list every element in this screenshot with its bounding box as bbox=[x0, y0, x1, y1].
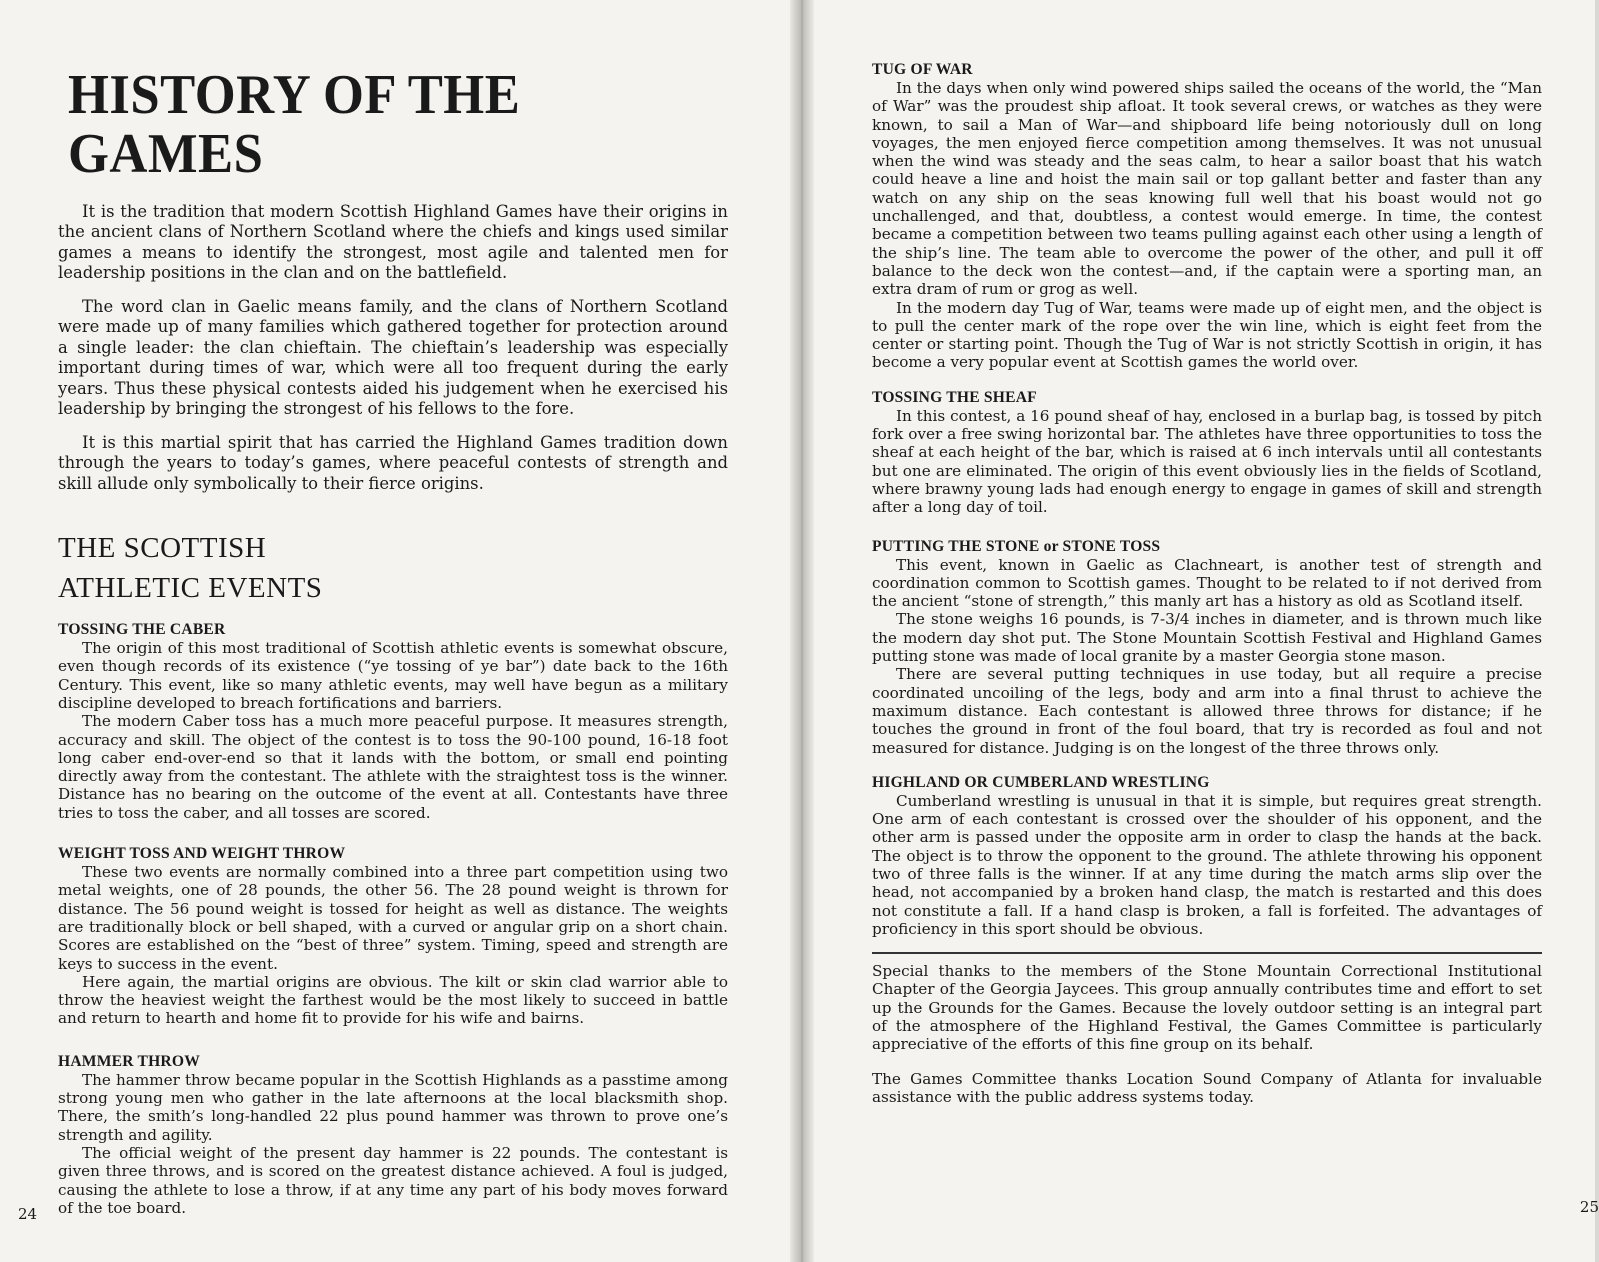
event-paragraph: The official weight of the present day hammer is 22 pounds. The contestant is given three throws, and is scored on the greatest distance achieved. A foul is judged, causing the athlete to lose a throw, if at any time any part of his body moves forward of the toe board. bbox=[58, 1143, 728, 1217]
event-heading: HAMMER THROW bbox=[58, 1052, 201, 1070]
event-paragraph: In the modern day Tug of War, teams were made up of eight men, and the object is to pull the center mark of the rope over the win line, which is eight feet from the center or starting point. Though the Tug of War is not strictly Scottish in origin, it has become a very popular event at Scottish games the world over. bbox=[872, 298, 1542, 372]
event-cumberland-wrestling bbox=[872, 773, 1542, 938]
event-tossing-the-sheaf bbox=[872, 388, 1542, 517]
event-heading: WEIGHT TOSS AND WEIGHT THROW bbox=[58, 845, 346, 863]
event-tug-of-war bbox=[872, 60, 1542, 372]
section-title-line: THE SCOTTISH bbox=[58, 532, 267, 565]
event-putting-the-stone bbox=[872, 537, 1542, 757]
event-heading: TOSSING THE SHEAF bbox=[872, 388, 1037, 406]
thanks-paragraph: Special thanks to the members of the Stone Mountain Correctional Institutional Chapter of the Georgia Jaycees. This group annually contributes time and effort to set up the Grounds for the Games. Because the lovely outdoor setting is an integral part of the atmosphere of the Highland Festival, the Games Committee is particularly appreciative of the efforts of this fine group on its behalf. bbox=[872, 962, 1542, 1054]
event-heading: PUTTING THE STONE or STONE TOSS bbox=[872, 537, 1161, 555]
event-paragraph: In the days when only wind powered ships sailed the oceans of the world, the “Man of War” was the proudest ship afloat. It took several crews, or watches as they were known, to sail a Man of War—and shipboard life being notoriously dull on long voyages, the men enjoyed fierce competition among themselves. It was not unusual when the wind was steady and the seas calm, to hear a sailor boast that his watch could heave a line and hoist the main sail or top gallant better and faster than any watch on any ship on the seas knowing full well that his boast would not go unchallenged, and that, doubtless, a contest would emerge. In time, the contest became a competition between two teams pulling against each other using a length of the ship’s line. The team able to overcome the power of the other, and pull it off balance to the deck won the contest—and, if the captain were a sporting man, an extra dram of rum or grog as well. bbox=[872, 79, 1542, 299]
event-tossing-the-caber bbox=[58, 620, 728, 822]
page-number: 24 bbox=[18, 1205, 38, 1223]
page-title: HISTORY OF THE GAMES bbox=[68, 64, 521, 185]
event-paragraph: There are several putting techniques in use today, but all require a precise coordinated uncoiling of the legs, body and arm into a final thrust to achieve the maximum distance. Each contestant is allowed three throws for distance; if he touches the ground in front of the foul board, that try is recorded as foul and not measured for distance. Judging is on the longest of the three throws only. bbox=[872, 665, 1542, 757]
thanks-paragraph: The Games Committee thanks Location Sound Company of Atlanta for invaluable assistance with the public address systems today. bbox=[872, 1069, 1542, 1106]
event-paragraph: These two events are normally combined into a three part competition using two metal weights, one of 28 pounds, the other 56. The 28 pound weight is thrown for distance. The 56 pound weight is tossed for height as well as distance. The weights are traditionally block or bell shaped, with a curved or angular grip on a short chain. Scores are established on the “best of three” system. Timing, speed and strength are keys to success in the event. bbox=[58, 863, 728, 973]
event-paragraph: This event, known in Gaelic as Clachneart, is another test of strength and coordination common to Scottish games. Thought to be related to if not derived from the ancient “stone of strength,” this manly art has a history as old as Scotland itself. bbox=[872, 555, 1542, 611]
intro-paragraph: It is this martial spirit that has carried the Highland Games tradition down through the years to today’s games, where peaceful contests of strength and skill allude only symbolically to their fierce origins. bbox=[58, 432, 728, 493]
event-heading: TUG OF WAR bbox=[872, 61, 973, 78]
section-title-line: ATHLETIC EVENTS bbox=[58, 572, 323, 605]
intro-paragraph: It is the tradition that modern Scottish Highland Games have their origins in the ancient clans of Northern Scotland where the chiefs and kings used similar games a means to identify the strongest, most agile and talented men for leadership positions in the clan and on the battlefield. bbox=[58, 201, 728, 283]
page-number: 25 bbox=[1579, 1198, 1599, 1216]
right-column bbox=[872, 60, 1542, 1122]
event-paragraph: The modern Caber toss has a much more peaceful purpose. It measures strength, accuracy and skill. The object of the contest is to toss the 90-100 pound, 16-18 foot long caber end-over-end so that it lands with the bottom, or small end pointing directly away from the contestant. The athlete with the straightest toss is the winner. Distance has no bearing on the outcome of the event at all. Contestants have three tries to toss the caber, and all tosses are scored. bbox=[58, 712, 728, 822]
event-hammer-throw bbox=[58, 1052, 728, 1217]
section-title bbox=[58, 528, 728, 608]
book-gutter bbox=[790, 0, 814, 1262]
event-heading: TOSSING THE CABER bbox=[58, 621, 226, 639]
intro-paragraph: The word clan in Gaelic means family, and the clans of Northern Scotland were made up of many families which gathered together for protection around a single leader: the clan chieftain. The chieftain’s leadership was especially important during times of war, which were all too frequent during the early years. Thus these physical contests aided his judgement when he exercised his leadership by bringing the strongest of his fellows to the fore. bbox=[58, 296, 728, 419]
event-paragraph: The origin of this most traditional of Scottish athletic events is somewhat obscure, even though records of its existence (“ye tossing of ye bar”) date back to the 16th Century. This event, like so many athletic events, may well have begun as a military discipline developed to breach fortifications and barriers. bbox=[58, 639, 728, 712]
event-heading: HIGHLAND OR CUMBERLAND WRESTLING bbox=[872, 773, 1210, 791]
event-paragraph: The stone weighs 16 pounds, is 7-3/4 inches in diameter, and is thrown much like the modern day shot put. The Stone Mountain Scottish Festival and Highland Games putting stone was made of local granite by a master Georgia stone mason. bbox=[872, 610, 1542, 666]
event-paragraph: Here again, the martial origins are obvious. The kilt or skin clad warrior able to throw the heaviest weight the farthest would be the most likely to succeed in battle and return to hearth and home fit to provide for his wife and bairns. bbox=[58, 972, 728, 1028]
divider-rule bbox=[872, 952, 1542, 954]
left-column bbox=[58, 66, 728, 1231]
event-weight-toss bbox=[58, 844, 728, 1028]
thanks-section bbox=[872, 962, 1542, 1106]
event-paragraph: Cumberland wrestling is unusual in that it is simple, but requires great strength. One arm of each contestant is crossed over the shoulder of his opponent, and the other arm is passed under the opposite arm in order to clasp the hands at the back. The object is to throw the opponent to the ground. The athlete throwing his opponent two of three falls is the winner. If at any time during the match arms slip over the head, not accompanied by a broken hand clasp, the match is restarted and this does not constitute a fall. If a hand clasp is broken, a fall is forfeited. The advantages of proficiency in this sport should be obvious. bbox=[872, 791, 1542, 938]
event-paragraph: In this contest, a 16 pound sheaf of hay, enclosed in a burlap bag, is tossed by pitch fork over a free swing horizontal bar. The athletes have three opportunities to toss the sheaf at each height of the bar, which is raised at 6 inch intervals until all contestants but one are eliminated. The origin of this event obviously lies in the fields of Scotland, where brawny young lads had enough energy to engage in games of skill and strength after a long day of toil. bbox=[872, 406, 1542, 517]
event-paragraph: The hammer throw became popular in the Scottish Highlands as a passtime among strong young men who gather in the late afternoons at the local blacksmith shop. There, the smith’s long-handled 22 plus pound hammer was thrown to prove one’s strength and agility. bbox=[58, 1070, 728, 1144]
right-page bbox=[803, 0, 1599, 1262]
